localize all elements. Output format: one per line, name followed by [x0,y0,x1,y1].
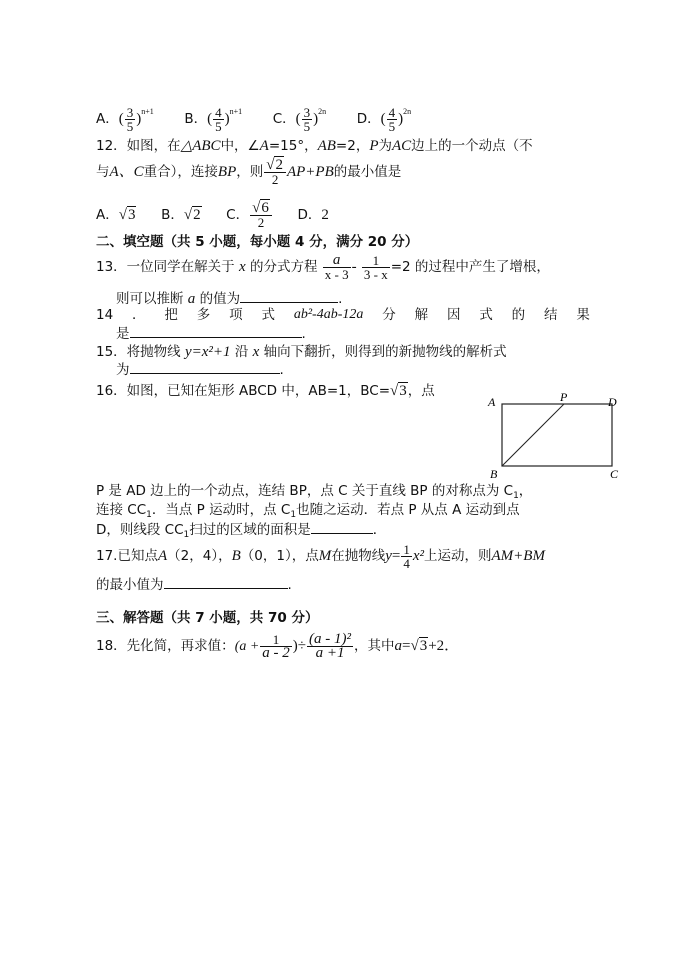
q16-rectangle-figure [484,392,624,482]
label-a: A [488,395,496,409]
q12-line1: 12．如图，在△ABC中，∠A=15°，AB=2，P为AC边上的一个动点（不 [96,138,533,154]
q11-option-a: A．( $\frac{3}{5}$ )$^{n+1}$ [96,104,154,134]
label-c: C [610,467,619,481]
label-d: D [608,395,617,409]
q14-answer-blank[interactable] [130,324,302,338]
q16-line4: D，则线段 $CC_1$扫过的区域的面积是 ． [96,522,387,540]
q13-line1: 13．一位同学在解关于 x 的分式方程 $\frac{a}{x - 3}$ - $\frac{1}{3 - x}$ =2 的过程中产生了增根， [96,251,550,282]
q12-fraction: $\frac{√2}{2}$ [264,158,286,186]
section-2-title: 二、填空题（共 5 小题，每小题 4 分，满分 20 分） [96,234,419,250]
q13-line2: 则可以推断 a 的值为 . [116,291,343,307]
q11-option-d: D．( $\frac{4}{5}$ )$^{2n}$ [356,104,412,134]
q12-option-b: B．√2 [161,207,201,223]
q15-line1: 15．将抛物线 y=x²+1 沿 x 轴向下翻折，则得到的新抛物线的解析式 [96,344,507,360]
segment-bp [502,404,564,466]
section-3-title: 三、解答题（共 7 小题，共 70 分） [96,610,319,626]
q13-answer-blank[interactable] [240,289,338,303]
q15-answer-blank[interactable] [130,360,280,374]
label-p: P [560,392,568,404]
label-b: B [490,467,498,481]
q16-line1: 16．如图，已知在矩形 ABCD 中，AB=1，BC=√3，点 [96,383,435,399]
q16-answer-blank[interactable] [311,520,373,534]
q17-answer-blank[interactable] [164,575,288,589]
q17-line2: 的最小值为 . [96,577,292,593]
q12-line2: 与A、C重合），连接BP，则 $\frac{√2}{2}$ AP+PB的最小值是 [96,157,402,187]
q17-line1: 17.已知点A（2，4），B（0，1），点M在抛物线y= $\frac{1}{4}$ x²上运动，则AM+BM [96,541,545,571]
q11-option-b: B．( $\frac{4}{5}$ )$^{n+1}$ [184,104,243,134]
q11-option-c: C．( $\frac{3}{5}$ )$^{2n}$ [272,104,327,134]
q16-line3: 连接 $CC_1$．当点 P 运动时，点 $C_1$也随之运动．若点 P 从点 A 运动到点 [96,502,520,520]
q12-option-a: A．√3 [96,207,136,223]
q14-line2: 是 . [116,326,306,342]
q14-line1: 14 ． 把 多 项 式 ab²-4ab-12a 分 解 因 式 的 结 果 [96,307,590,323]
rectangle-abcd [502,404,612,466]
q16-line2: P 是 AD 边上的一个动点，连结 BP，点 C 关于直线 BP 的对称点为 $C_1$， [96,483,533,501]
q15-line2: 为 . [116,362,284,378]
q12-options [96,201,329,229]
q12-option-c: C． $\frac{√6}{2}$ [226,207,273,223]
q18-line1: 18．先化简，再求值：(a + $\frac{1}{a - 2}$ )÷ $\frac{\text{(a - 1)²}}{a +1}$ ，其中a=√3+2． [96,630,460,661]
q11-options [96,103,411,133]
q12-option-d: D．2 [297,207,329,223]
